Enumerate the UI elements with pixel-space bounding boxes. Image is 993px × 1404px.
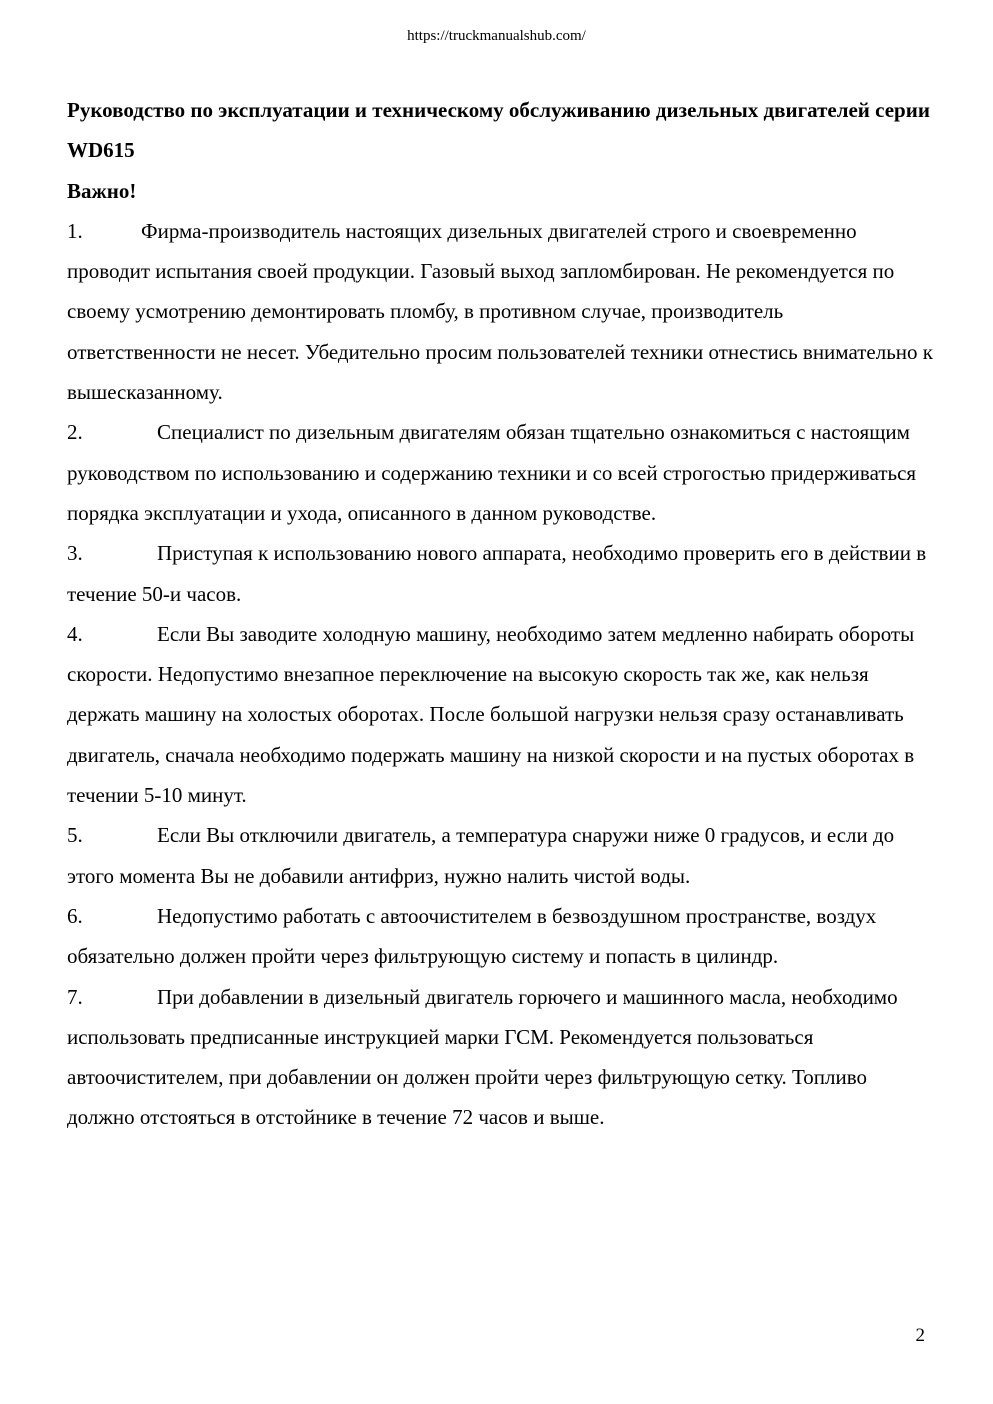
list-item (67, 211, 937, 412)
list-item-text: Недопустимо работать с автоочистителем в безвоздушном пространстве, воздух обязательно должен пройти через фильтрующую систему и попасть в цилиндр. (67, 903, 877, 969)
list-item (67, 412, 937, 533)
list-item-number: 3. (67, 541, 83, 566)
page-number: 2 (915, 1325, 925, 1346)
list-item (67, 815, 937, 896)
document-content (67, 90, 937, 1138)
list-item-text: При добавлении в дизельный двигатель горючего и машинного масла, необходимо использовать предписанные инструкцией марки ГСМ. Рекомендуется пользоваться автоочистителем, при добавлении он должен пройти через фильтрующую сетку. Топливо должно отстояться в отстойнике в течение 72 часов и выше. (67, 984, 898, 1130)
list-item-number: 5. (67, 823, 83, 848)
important-heading: Важно! (67, 178, 137, 203)
list-item-number: 4. (67, 621, 83, 646)
list-item-number: 2. (67, 420, 83, 445)
header-url[interactable]: https://truckmanualshub.com/ (407, 28, 586, 44)
list-item-text: Если Вы заводите холодную машину, необходимо затем медленно набирать обороты скорости. Недопустимо внезапное переключение на высокую скорость так же, как нельзя держать машину на холостых оборотах. После большой нагрузки нельзя сразу останавливать двигатель, сначала необходимо подержать машину на низкой скорости и на пустых оборотах в течении 5-10 минут. (67, 621, 915, 808)
list-item (67, 614, 937, 815)
list-item-text: Специалист по дизельным двигателям обязан тщательно ознакомиться с настоящим руководством по использованию и содержанию техники и со всей строгостью придерживаться порядка эксплуатации и ухода, описанного в данном руководстве. (67, 420, 917, 525)
list-item (67, 533, 937, 614)
list-item-number: 6. (67, 903, 83, 928)
list-item (67, 896, 937, 977)
list-item-number: 7. (67, 984, 83, 1009)
document-title: Руководство по эксплуатации и техническому обслуживанию дизельных двигателей серии WD615 (67, 98, 930, 163)
list-item (67, 977, 937, 1138)
list-item-number: 1. (67, 218, 83, 243)
list-item-text: Если Вы отключили двигатель, а температура снаружи ниже 0 градусов, и если до этого момента Вы не добавили антифриз, нужно налить чистой воды. (67, 823, 895, 888)
list-item-text: Фирма-производитель настоящих дизельных двигателей строго и своевременно проводит испытания своей продукции. Газовый выход запломбирован. Не рекомендуется по своему усмотрению демонтировать пломбу, в противном случае, производитель ответственности не несет. Убедительно просим пользователей техники отнестись внимательно к вышесказанному. (67, 218, 933, 405)
list-item-text: Приступая к использованию нового аппарата, необходимо проверить его в действии в течение 50-и часов. (67, 541, 927, 606)
